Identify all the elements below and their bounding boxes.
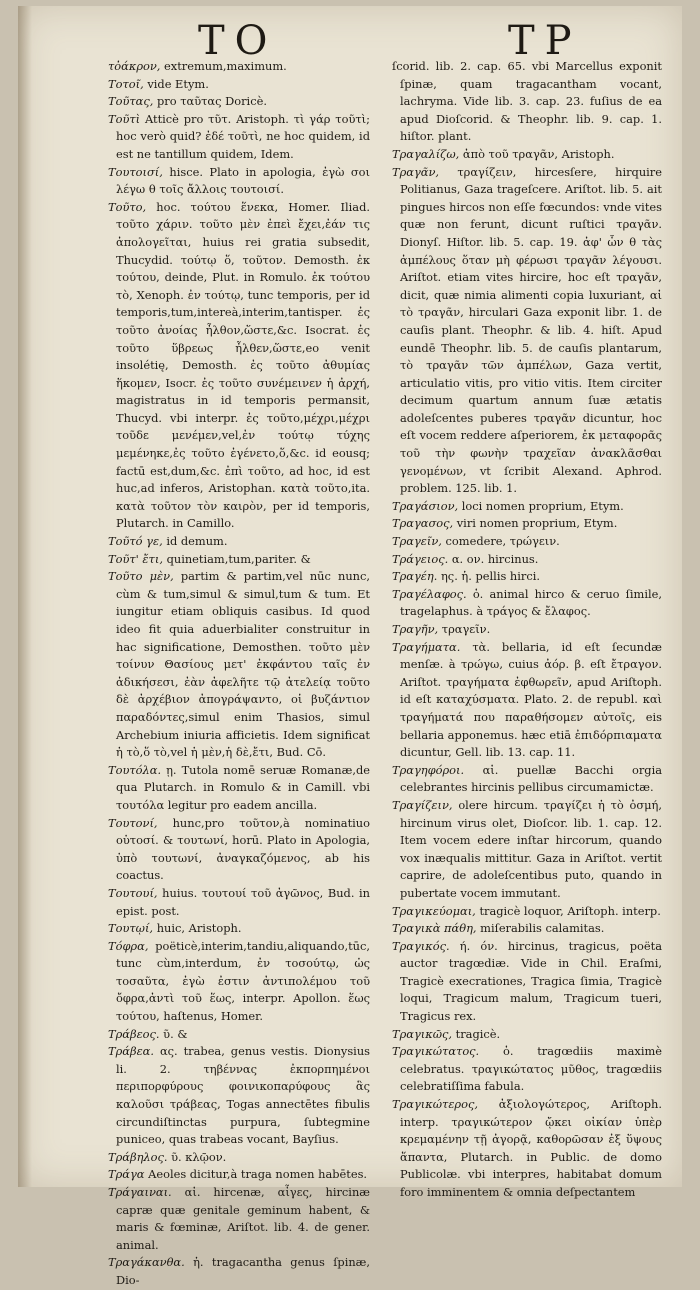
entry-definition: olere hircum. τραγίζει ἡ τὸ ὀσμή, hircinum virus olet, Dioſcor. lib. 1. cap. 12. Item vocem edere inſtar hircorum, quando vox inæqualis mittitur. Gaza in Ariſtot. vertit caprire, de adoleſcentibus puto, quando in pubertate vocem immutant. [400, 797, 662, 900]
dictionary-entry [392, 903, 662, 921]
entry-definition: ὁ. animal hirco & ceruo ſimile, tragelaphus. à τράγος & ἔλαφος. [400, 586, 662, 619]
left-column [108, 58, 371, 1287]
running-header-left: TO [198, 18, 278, 64]
dictionary-entry [108, 938, 370, 1026]
entry-definition: hisce. Plato in apologia, ἐγὼ σοι λέγω θ τοῖς ἄλλοις τουτοισί. [116, 164, 371, 197]
entry-headword: Τραγικώτατος. [392, 1044, 480, 1059]
entry-definition: ῃ. Tutola nomē seruæ Romanæ,de qua Plutarch. in Romulo & in Camill. vbi τουτόλα legitur pro eadem ancilla. [116, 762, 370, 812]
dictionary-entry [108, 111, 370, 164]
entry-headword: Τραγέλαφος. [392, 586, 467, 601]
entry-headword: Τοῦτο μὲν, [108, 569, 174, 584]
entry-definition: ῦ. κλῷον. [171, 1149, 227, 1164]
entry-definition: loci nomen proprium, Etym. [461, 498, 624, 513]
entry-headword: Τραγίζειν, [392, 797, 453, 812]
dictionary-entry [392, 621, 662, 639]
entry-headword: Τοῦτὶ [108, 111, 141, 126]
entry-definition: Aeoles dicitur,à traga nomen habētes. [148, 1167, 368, 1182]
entry-definition: ἀξιολογώτερος, Ariſtoph. interp. τραγικώτερον ᾤκει οἰκίαν ὑπὲρ κρεμαμένην τῇ ἀγορᾷ, καθορῶσαν ἐξ ὕψους ἅπαντα, Plutarch. in Public. de domo Publicolæ. vbi interpres, habitabat domum foro imminentem & omnia deſpectantem [400, 1097, 662, 1199]
dictionary-entry [108, 1166, 370, 1184]
dictionary-entry [108, 1149, 370, 1167]
entry-definition: τὰ. bellaria, id eſt ſecundæ menſæ. à τρώγω, cuius ἀόρ. β. eſt ἔτραγον. Ariſtot. τραγήματα ἐφθωρεῖν, apud Ariſtoph. id eſt καταχύσματα. Plato. 2. de republ. καὶ τραγήματά που παραθήσομεν αὐτοῖς, eis bellaria apponemus. hæc etiā ἐπιδόρπιαματα dicuntur, Gell. lib. 13. cap. 11. [400, 639, 662, 760]
entry-headword: Τραγάκανθα. [108, 1255, 185, 1270]
entry-definition: partim & partim,vel nūc nunc, cùm & tum,simul & simul,tum & tum. Et iungitur etiam obliquis casibus. Id quod ideo fit quia aduerbialiter construitur in hac significatione, Demosthen. τοῦτο μὲν τοίνυν Θασίους μετ' ἐκφάντου ταῖς ἐν ἀδικήσεσι, ἐὰν ἀφελῆτε τῷ ἀτελείᾳ τοῦτο δὲ ἀρχέβιον ἀπογράψαντο, οἱ βυζάντιον παραδόντες,simul enim Thasios, simul Archebium iniuria afficietis. Idem significat ἡ τὸ,ὅ τὸ,vel ἡ μὲν,ἡ δὲ,ἔτι, Bud. Cō. [116, 569, 370, 760]
entry-headword: Τράβεα. [108, 1044, 154, 1059]
entry-headword: Τοῦτ' ἔτι, [108, 551, 163, 566]
dictionary-entry [108, 920, 370, 938]
entry-definition: αἱ. puellæ Bacchi orgia celebrantes hircinis pellibus circumamictæ. [400, 762, 663, 795]
entry-definition: hoc. τούτου ἕνεκα, Homer. Iliad. τοῦτο χάριν. τοῦτο μὲν ἐπεὶ ἔχει,ἐάν τις ἀπολογεῖται, huius rei gratia subsedit, Thucydid. τούτῳ ὅ, τοῦτον. Demosth. ἐκ τούτου, deinde, Plut. in Romulo. ἐκ τούτου τὸ, Xenoph. ἐν τούτῳ, tunc temporis, per id temporis,tum,intereà,interim,tantisper. ἐς τοῦτο ἀνοίας ἦλθον,ὥστε,&c. Isocrat. ἐς τοῦτο ὕβρεως ἦλθεν,ὥστε,eo venit insolétię, Demosth. ἐς τοῦτο ἀθυμίας ἥκομεν, Isocr. ἐς τοῦτο συνέμεινεν ἡ ἀρχή, magistratus in id temporis permansit, Thucyd. vbi interpr. ἐς τοῦτο,μέχρι,μέχρι τοῦδε μενέμεν,vel,ἐν τούτῳ τύχης μεμένηκε,ἐς τοῦτο ἐγένετο,ὅ,&c. id eousq; factū est,dum,&c. ἐπὶ τοῦτο, ad hoc, id est huc,ad inferos, Aristophan. κατὰ τοῦτο,ita. κατὰ τοῦτον τὸν καιρὸν, per id temporis, Plutarch. in Camillo. [116, 199, 370, 531]
dictionary-entry [392, 586, 662, 621]
entry-definition: extremum,maximum. [164, 59, 287, 73]
dictionary-entry [392, 1026, 662, 1044]
entry-headword: Τραγῆν, [392, 622, 439, 636]
dictionary-entry [392, 1043, 662, 1096]
dictionary-entry [108, 76, 370, 94]
entry-headword: Τραγικεύομαι, [392, 903, 476, 918]
entry-headword: Τράγα [108, 1167, 145, 1182]
entry-definition: tragicè loquor, Ariſtoph. interp. [479, 903, 661, 918]
entry-headword: Τράγειος. [392, 551, 449, 566]
entry-definition: huius. τουτουί τοῦ ἀγῶνος, Bud. in epist. post. [116, 885, 371, 918]
running-header-right: TP [508, 18, 582, 64]
entry-definition: τραγεῖν. [441, 622, 491, 636]
entry-definition: ή. όν. hircinus, tragicus, poëta auctor tragœdiæ. Vide in Chil. Eraſmi, Tragicè execrationes, Tragica ſimia, Tragicè loqui, Tragicum malum, Tragicum tueri, Tragicus rex. [400, 938, 662, 1024]
entry-headword: Τράβηλος. [108, 1149, 168, 1164]
entry-headword: Τραγικός. [392, 938, 450, 953]
entry-definition: hunc,pro τοῦτον,à nominatiuo οὑτοσί. & τουτωνί, horū. Plato in Apologia, ὑπὸ τουτωνί, ἀναγκαζόμενος, ab his coactus. [116, 815, 370, 883]
dictionary-entry [108, 1026, 370, 1044]
entry-headword: Τουτῳί, [108, 921, 154, 936]
dictionary-entry [392, 639, 662, 762]
dictionary-entry [108, 164, 370, 199]
dictionary-entry [392, 568, 662, 586]
dictionary-entry [108, 533, 370, 551]
entry-headword: Τραγεῖν, [392, 534, 442, 549]
dictionary-entry [108, 93, 370, 111]
dictionary-entry [108, 885, 370, 920]
dictionary-entry [392, 762, 662, 797]
entry-headword: Τραγηφόροι. [392, 762, 465, 777]
entry-headword: Τοτοῖ, [108, 76, 144, 91]
entry-headword: Τράβεος. [108, 1026, 160, 1041]
entry-headword: Τόφρα, [108, 938, 149, 953]
dictionary-entry [108, 551, 370, 569]
entry-definition: comedere, τρώγειν. [445, 534, 560, 549]
dictionary-entry [108, 762, 370, 815]
entry-definition: pro ταῦτας Doricè. [157, 94, 267, 109]
book-page [18, 6, 682, 1287]
entry-headword: Τουτονί, [108, 815, 158, 830]
dictionary-entry [392, 797, 662, 903]
entry-definition: ἀπὸ τοῦ τραγᾶν, Aristoph. [462, 146, 615, 161]
entry-headword: Τοῦτό γε, [108, 534, 163, 549]
entry-definition: τραγίζειν, hircesſere, hirquire Politianus, Gaza trageſcere. Ariſtot. lib. 5. ait pingues hircos non eſſe fœcundos: vnde vites quæ non ferunt, dicunt ruſtici τραγᾶν. Dionyſ. Hiſtor. lib. 5. cap. 19. ἀφ' ὧν θ τὰς ἀμπέλους ὅταν μὴ φέρωσι τραγᾶν λέγουσι. Ariſtot. etiam vites hircire, hoc eſt τραγᾶν, dicit, quæ nimia alimenti copia luxuriant, αἱ τὸ τραγᾶν, hirculari Gaza exponit libr. 1. de cauſis plant. Theophr. & lib. 4. hiſt. Apud eundē Theophr. lib. 5. de cauſis plantarum, τὸ τραγᾶν τῶν ἀμπέλων, Gaza vertit, articulatio vitis, pro vitio vitis. Item circiter decimum quartum annum ſuæ ætatis adoleſcentes puberes τραγᾶν dicuntur, hoc eſt vocem reddere aſperiorem, ἐκ μεταφορᾶς τοῦ τὴν φωνὴν τραχεῖαν ἀνακλᾶσθαι γενομένων, vt ſcribit Alexand. Aphrod. problem. 125. lib. 1. [400, 164, 662, 496]
entry-definition: poëticè,interim,tandiu,aliquando,tūc, tunc cùm,interdum, ἐν τοσούτῳ, ὡς τοσαῦτα, ἐγὼ ἐστιν ἀντιπολέμου τοῦ ὄφρα,ἀντὶ τοῦ ἕως, interpr. Apollon. ἕως τούτου, haſtenus, Homer. [116, 938, 370, 1024]
entry-headword: Τουτουί, [108, 885, 158, 900]
dictionary-entry [392, 533, 662, 551]
entry-definition: ῦ. & [163, 1026, 188, 1041]
dictionary-entry [108, 815, 370, 885]
entry-headword: Τραγικῶς, [392, 1026, 453, 1041]
entry-definition: αἱ. hircenæ, αἶγες, hircinæ capræ quæ genitale geminum habent, & maris & fœminæ, Ariſtot. lib. 4. de gener. animal. [116, 1185, 370, 1252]
right-column [392, 58, 663, 1199]
entry-definition: quinetiam,tum,pariter. & [166, 551, 311, 566]
dictionary-entry [108, 58, 370, 76]
entry-headword: Τραγασος, [392, 516, 454, 531]
entry-definition: α. ον. hircinus. [451, 551, 539, 566]
dictionary-entry [108, 568, 370, 762]
entry-headword: Τουτοισί, [108, 164, 163, 179]
entry-headword: Τραγάσιον, [392, 498, 459, 513]
entry-definition: ὁ. tragœdiis maximè celebratus. τραγικώτατος μῦθος, tragœdiis celebratiſſima fabula. [400, 1044, 663, 1094]
dictionary-entry [108, 1184, 370, 1254]
entry-definition: ας. trabea, genus vestis. Dionysius li. 2. τηβέννας ἐκπορπημένοι περιπορφύρους φοινικοπαρύφους ἃς καλοῦσι τράβεας, Togas annectētes fibulis circundiſtinctas purpura, ſubtegmine puniceo, quas trabeas vocant, Bayſius. [116, 1044, 371, 1147]
entry-definition: ἡ. tragacantha genus ſpinæ, Dio- [116, 1255, 371, 1287]
entry-headword: Τοῦτας, [108, 94, 154, 109]
dictionary-entry [108, 1043, 370, 1149]
entry-headword: Τραγικὰ πάθη, [392, 921, 477, 936]
entry-definition: viri nomen proprium, Etym. [456, 516, 618, 531]
entry-headword: Τουτόλα. [108, 762, 162, 777]
entry-definition: tragicè. [455, 1026, 501, 1041]
entry-headword: τὀάκρον, [108, 59, 161, 73]
dictionary-entry [392, 938, 662, 1026]
entry-headword: Τραγέη. [392, 569, 438, 584]
entry-definition: id demum. [166, 534, 228, 549]
entry-headword: Τραγᾶν, [392, 164, 440, 179]
dictionary-entry [392, 551, 662, 569]
dictionary-entry [108, 199, 370, 533]
entry-definition: vide Etym. [147, 76, 209, 91]
entry-headword: Τραγαλίζω, [392, 146, 460, 161]
dictionary-entry [392, 58, 662, 146]
dictionary-entry [392, 920, 662, 938]
dictionary-entry [108, 1254, 370, 1289]
entry-definition: miſerabilis calamitas. [480, 921, 605, 936]
entry-headword: Τραγήματα. [392, 639, 461, 654]
entry-headword: Τραγικώτερος, [392, 1097, 478, 1112]
entry-definition: Atticè pro τῦτ. Aristoph. τὶ γάρ τοῦτὶ; hoc verò quid? ἐδέ τοῦτὶ, ne hoc quidem, id est ne tantillum quidem, Idem. [116, 111, 370, 161]
gutter-shadow [18, 6, 32, 1187]
dictionary-entry [392, 515, 662, 533]
entry-headword: Τοῦτο, [108, 199, 147, 214]
entry-definition: ſcorid. lib. 2. cap. 65. vbi Marcellus exponit ſpinæ, quam tragacantham vocant, lachryma. Vide lib. 3. cap. 23. fuſius de ea apud Dioſcorid. & Theophr. lib. 9. cap. 1. hiſtor. plant. [392, 59, 662, 144]
entry-definition: huic, Aristoph. [156, 921, 242, 936]
dictionary-entry [392, 146, 662, 164]
dictionary-entry [392, 1096, 662, 1202]
entry-headword: Τράγαιναι. [108, 1185, 172, 1199]
dictionary-entry [392, 498, 662, 516]
dictionary-entry [392, 164, 662, 498]
entry-definition: ης. ἡ. pellis hirci. [440, 569, 540, 584]
